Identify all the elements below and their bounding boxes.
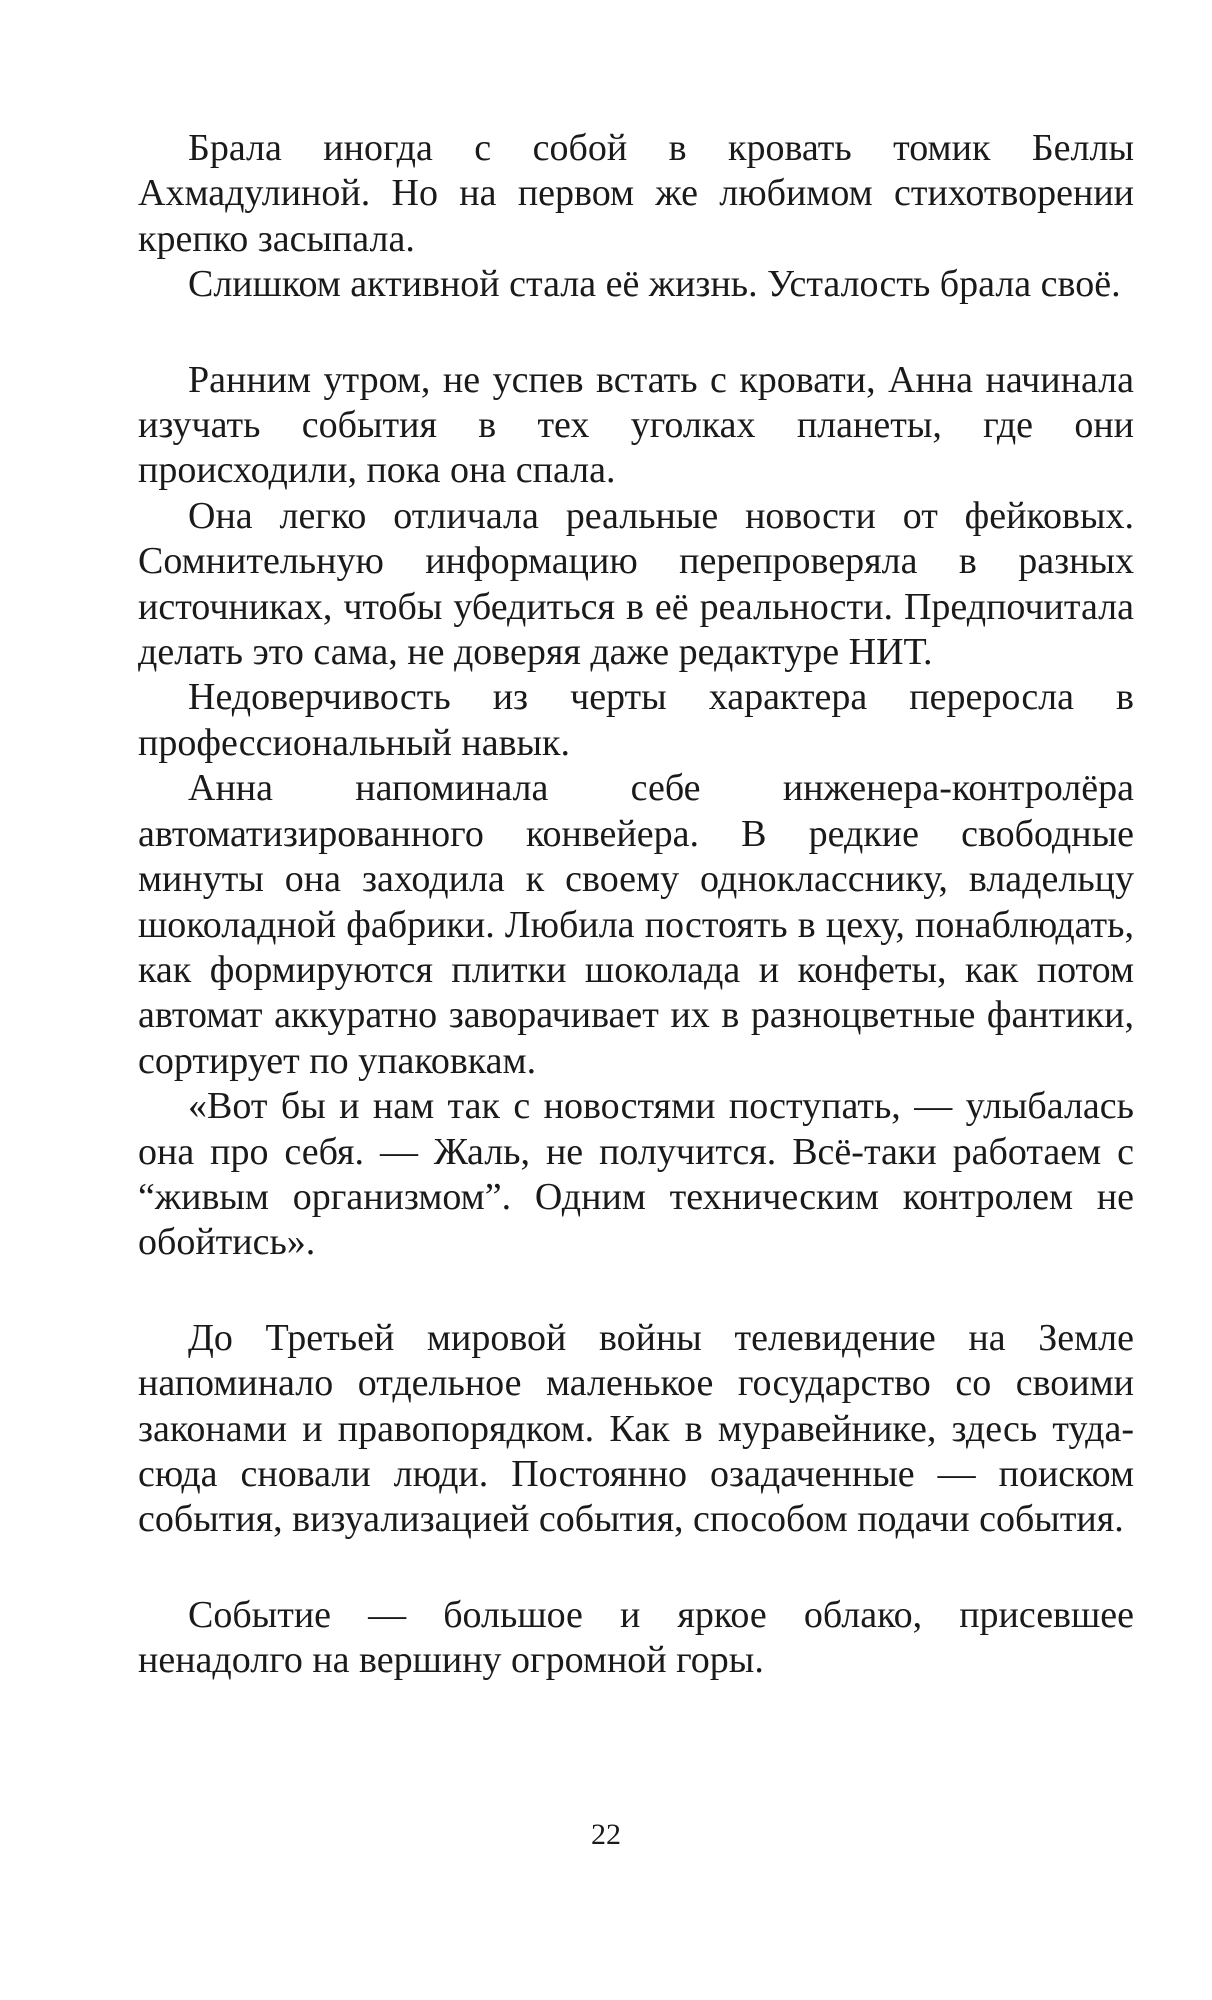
paragraph: Слишком активной стала её жизнь. Усталость брала своё. [188, 263, 1121, 306]
page-body [138, 126, 1134, 1684]
paragraph: Анна напоминала себе инженера-контролёра автоматизированного конвейера. В редкие свободные минуты она заходила к своему однокласснику, владельцу шоколадной фабрики. Любила постоять в цеху, понаблюдать, как формируются плитки шоколада и конфеты, как потом автомат аккуратно заворачивает их в разноцветные фантики, сортирует по упаковкам. [138, 767, 1134, 1082]
page-number: 22 [591, 1818, 621, 1851]
paragraph: Недоверчивость из черты характера переросла в профессиональный навык. [138, 676, 1134, 764]
paragraph: Ранним утром, не успев встать с кровати, Анна начинала изучать события в тех уголках планеты, где они происходили, пока она спала. [138, 358, 1134, 492]
section-break [138, 308, 1134, 358]
paragraph: Брала иногда с собой в кровать томик Беллы Ахмадулиной. Но на первом же любимом стихотворении крепко засыпала. [138, 127, 1134, 260]
paragraph: Событие — большое и яркое облако, присевшее ненадолго на вершину огромной горы. [138, 1593, 1134, 1682]
paragraph: До Третьей мировой войны телевидение на Земле напоминало отдельное маленькое государство со своими законами и правопорядком. Как в муравейнике, здесь туда-сюда сновали люди. Постоянно озадаченные — поиском события, визуализацией события, способом подачи события. [138, 1316, 1134, 1541]
section-break [138, 1543, 1134, 1593]
section-break [138, 1266, 1134, 1316]
paragraph: Она легко отличала реальные новости от фейковых. Сомнительную информацию перепроверяла в разных источниках, чтобы убедиться в её реальности. Предпочитала делать это сама, не доверяя даже редактуре НИТ. [138, 494, 1134, 674]
paragraph: «Вот бы и нам так с новостями поступать, — улыбалась она про себя. — Жаль, не получится. Всё-таки работаем с “живым организмом”. Одним техническим контролем не обойтись». [138, 1085, 1134, 1264]
